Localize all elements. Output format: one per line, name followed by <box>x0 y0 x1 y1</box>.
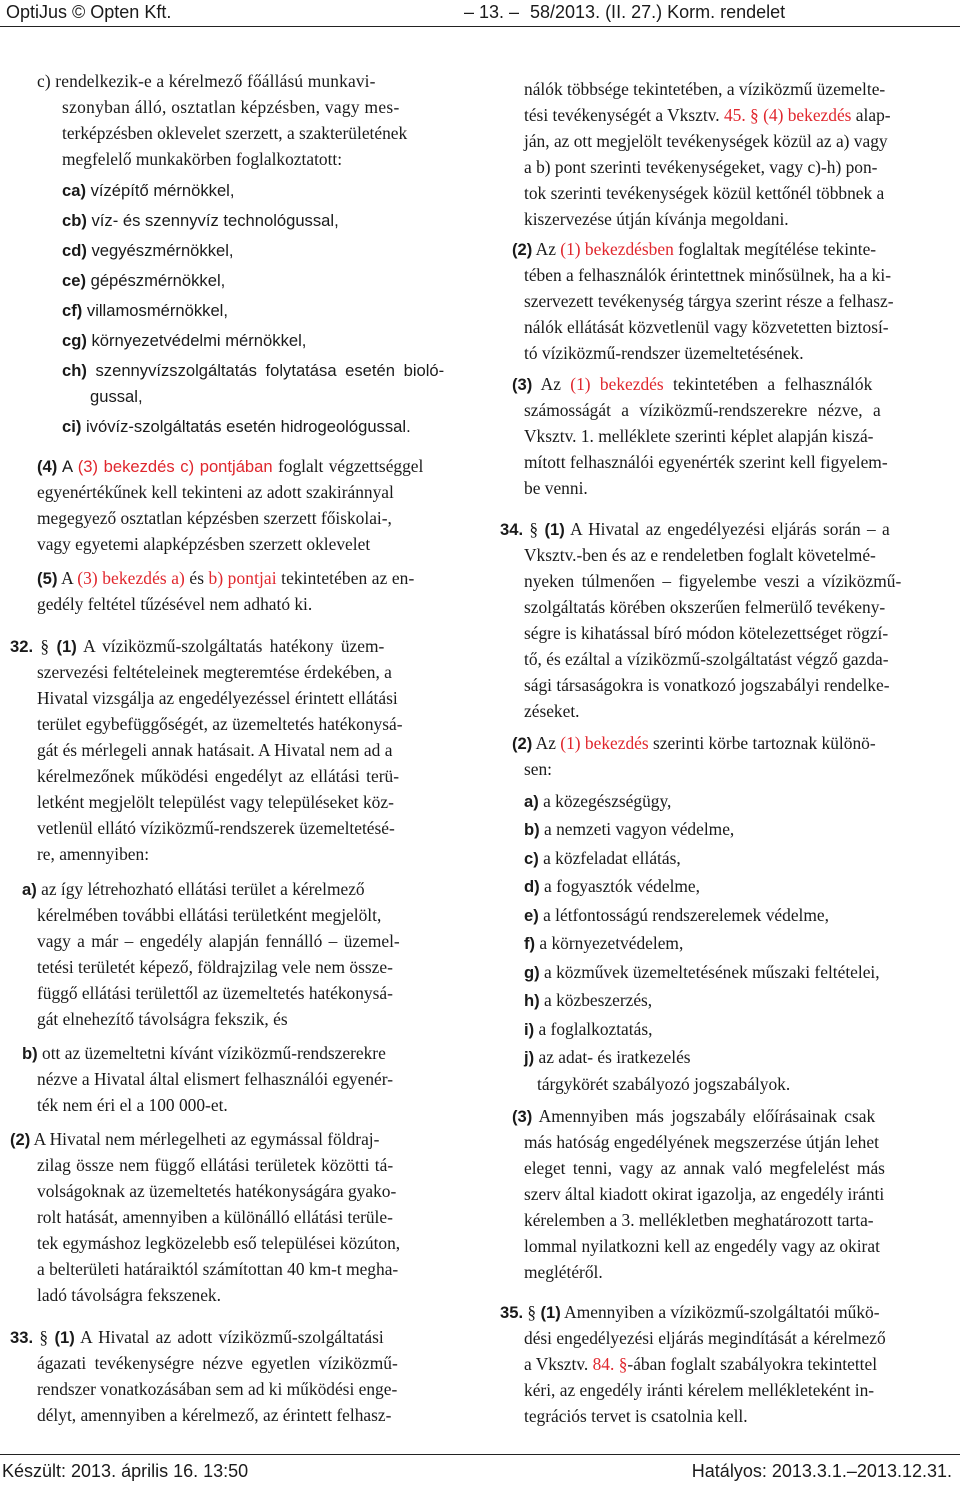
section-34-line: tő, és ezáltal a víziközmű-szolgáltatást végző gazda- <box>524 649 889 669</box>
list-item: j) az adat- és iratkezelés <box>524 1047 691 1067</box>
section-35-heading: 35. § (1) Amennyiben a víziközmű-szolgáltatói műkö- <box>500 1302 880 1322</box>
section-34-line: zéseket. <box>524 701 580 721</box>
section-33-heading: 33. § (1) A Hivatal az adott víziközmű-szolgáltatási <box>10 1327 384 1347</box>
section-34-line: szolgáltatás körében okszerűen felmerülő tevékeny- <box>524 597 886 617</box>
cross-reference-link[interactable]: (1) bekezdésben <box>560 239 674 259</box>
list-item: cf) villamosmérnökkel, <box>62 301 228 320</box>
paragraph-2-line: tében a felhasználók érintettnek minősülnek, ha a ki- <box>524 265 892 285</box>
continuation-line: nálók többsége tekintetében, a víziközmű üzemelte- <box>524 79 886 99</box>
list-item: i) a foglalkoztatás, <box>524 1019 653 1039</box>
c-intro-line: megfelelő munkakörben foglalkoztatott: <box>62 149 343 169</box>
cross-reference-link[interactable]: b) pontjai <box>208 568 277 588</box>
header-page-number: – 13. – <box>464 2 520 22</box>
section-34-line: nyeken túlmenően – figyelembe veszi a víziközmű- <box>524 571 902 591</box>
section-32-line: a belterületi határaiktól számítottan 40 km-t megha- <box>37 1259 399 1279</box>
continuation-line: tok szerinti tevékenységek közül kettőnél többnek a <box>524 183 885 203</box>
section-34-line: lommal nyilatkozni kell az engedély vagy az okirat <box>524 1236 880 1256</box>
paragraph-2-line: tó víziközmű-rendszer üzemeltetésének. <box>524 343 804 363</box>
section-32-line: ladó távolságra fekszenek. <box>37 1285 221 1305</box>
section-32-line: gát és mérlegeli annak hatásait. A Hivatal nem ad a <box>37 740 393 760</box>
list-item-line: vagy a már – engedély alapján fennálló – üzemel- <box>37 931 400 951</box>
section-35-line: dési engedélyezési eljárás megindítását a kérelmező <box>524 1328 886 1348</box>
paragraph-4-line: megegyező osztatlan képzésben szerzett főiskolai-, <box>37 508 392 528</box>
list-item-line: függő ellátási területtől az üzemeltetés hatékonysá- <box>37 983 393 1003</box>
list-item-line: kérelmében további ellátási területként megjelölt, <box>37 905 382 925</box>
paragraph-5-line: gedély feltétel tűzésével nem adható ki. <box>37 594 313 614</box>
paragraph-3-line: számosságát a víziközmű-rendszerekre nézve, a <box>524 400 881 420</box>
list-item: b) ott az üzemeltetni kívánt víziközmű-rendszerekre <box>22 1043 386 1063</box>
section-34-paragraph-2: (2) Az (1) bekezdés szerinti körbe tartoznak különö- <box>512 733 876 753</box>
list-item-line: ték nem éri el a 100 000-et. <box>37 1095 228 1115</box>
continuation-line: ján, az ott megjelölt tevékenységek közül az a) vagy <box>524 131 888 151</box>
section-32-line: re, amennyiben: <box>37 844 150 864</box>
paragraph-2-line: nálók ellátását közvetlenül vagy közvetetten biztosí- <box>524 317 889 337</box>
c-intro-line: c) rendelkezik-e a kérelmező főállású munkavi- <box>37 71 376 91</box>
header-decree: 58/2013. (II. 27.) Korm. rendelet <box>530 2 786 22</box>
list-item: ce) gépészmérnökkel, <box>62 271 226 290</box>
cross-reference-link[interactable]: 84. <box>592 1354 615 1374</box>
paragraph-5-line: (5) A (3) bekezdés a) és b) pontjai tekintetében az en- <box>37 568 415 588</box>
footer-created: Készült: 2013. április 16. 13:50 <box>2 1461 249 1481</box>
section-35-line: tegrációs tervet is csatolnia kell. <box>524 1406 748 1426</box>
section-32-line: tek egymáshoz legközelebb eső települései közúton, <box>37 1233 401 1253</box>
list-item: b) a nemzeti vagyon védelme, <box>524 819 735 839</box>
paragraph-4-line: egyenértékűnek kell tekinteni az adott szakiránnyal <box>37 482 394 502</box>
section-34-line: eleget tenni, vagy az annak való megfelelést más <box>524 1158 885 1178</box>
section-34-line: sági társaságokra is vonatkozó jogszabályi rendelke- <box>524 675 890 695</box>
section-32-line: rolt hatását, amennyiben a különálló ellátási terüle- <box>37 1207 393 1227</box>
list-item-line: tetési területét képező, földrajzilag vele nem össze- <box>37 957 393 977</box>
section-32-paragraph-2: (2) A Hivatal nem mérlegelheti az egymással földraj- <box>10 1129 380 1149</box>
cross-reference-link[interactable]: (3) bekezdés a) <box>77 568 185 588</box>
list-item: c) a közfeladat ellátás, <box>524 848 681 868</box>
section-35-line: kéri, az engedély iránti kérelem mellékleteként in- <box>524 1380 875 1400</box>
section-32-line: terület egybefüggőségét, az üzemeltetés hatékonysá- <box>37 714 403 734</box>
paragraph-3-line: Vksztv. 1. melléklete szerinti képlet alapján kiszá- <box>524 426 874 446</box>
section-32-line: volságoknak az üzemeltetés hatékonyságára gyako- <box>37 1181 397 1201</box>
paragraph-3-line: mított felhasználói egyenérték szerint kell figyelem- <box>524 452 888 472</box>
footer-effective: Hatályos: 2013.3.1.–2013.12.31. <box>691 1461 952 1481</box>
section-32-heading: 32. § (1) A víziközmű-szolgáltatás hatékony üzem- <box>10 636 385 656</box>
list-item: cb) víz- és szennyvíz technológussal, <box>62 211 339 230</box>
section-35-line: a Vksztv. 84. §-ában foglalt szabályokra tekintettel <box>524 1354 878 1374</box>
section-33-line: ágazati tevékenységre nézve egyetlen víziközmű- <box>37 1353 398 1373</box>
cross-reference-link[interactable]: § <box>618 1354 628 1374</box>
c-intro-line: szonyban álló, osztatlan képzésben, vagy mes- <box>62 97 400 117</box>
section-34-line: meglétéről. <box>524 1262 603 1282</box>
list-item-line: gát elnehezítő távolságra fekszik, és <box>37 1009 288 1029</box>
list-item: d) a fogyasztók védelme, <box>524 876 700 896</box>
section-32-line: Hivatal vizsgálja az engedélyezéssel érintett ellátási <box>37 688 398 708</box>
list-item: g) a közművek üzemeltetésének műszaki feltételei, <box>524 962 880 982</box>
list-item: cg) környezetvédelmi mérnökkel, <box>62 331 307 350</box>
cross-reference-link[interactable]: (1) bekezdés <box>570 374 664 394</box>
paragraph-4-line: (4) A (3) bekezdés c) pontjában foglalt végzettséggel <box>37 456 424 476</box>
cross-reference-link[interactable]: (3) bekezdés c) pontjában <box>77 457 273 476</box>
page-header <box>0 0 960 27</box>
cross-reference-link[interactable]: 45. <box>723 105 746 125</box>
list-item: h) a közbeszerzés, <box>524 990 653 1010</box>
cross-reference-link[interactable]: (1) bekezdés <box>560 733 649 753</box>
section-34-line: szerv által kiadott okirat igazolja, az engedély iránti <box>524 1184 885 1204</box>
section-34-line: kérelemben a 3. mellékletben meghatározott tarta- <box>524 1210 874 1230</box>
list-item: a) az így létrehozható ellátási terület a kérelmező <box>22 879 365 899</box>
paragraph-2-line: (2) Az (1) bekezdésben foglaltak megítélése tekinte- <box>512 239 877 259</box>
section-34-paragraph-3: (3) Amennyiben más jogszabály előírásainak csak <box>512 1106 876 1126</box>
list-item: f) a környezetvédelem, <box>524 933 684 953</box>
continuation-line: kiszervezése útján kívánja megoldani. <box>524 209 789 229</box>
section-32-line: letként megjelölt települést vagy településeket köz- <box>37 792 394 812</box>
cross-reference-link[interactable]: § (4) bekezdés <box>750 105 852 125</box>
list-item: gussal, <box>90 387 143 406</box>
continuation-line: tési tevékenységét a Vksztv. 45. § (4) bekezdés alap- <box>524 105 891 125</box>
list-item: cd) vegyészmérnökkel, <box>62 241 234 260</box>
section-34-line: sen: <box>524 759 553 779</box>
section-33-line: rendszer vonatkozásában sem ad ki működési enge- <box>37 1379 398 1399</box>
list-item: ca) vízépítő mérnökkel, <box>62 181 235 200</box>
paragraph-3-line: (3) Az (1) bekezdés tekintetében a felhasználók <box>512 374 873 394</box>
paragraph-3-line: be venni. <box>524 478 588 498</box>
list-tail: tárgykörét szabályozó jogszabályok. <box>537 1074 791 1094</box>
paragraph-4-line: vagy egyetemi alapképzésben szerzett oklevelet <box>37 534 371 554</box>
section-34-line: Vksztv.-ben és az e rendeletben foglalt követelmé- <box>524 545 876 565</box>
c-intro-line: terképzésben oklevelet szerzett, a szakterületének <box>62 123 408 143</box>
section-32-line: zilag össze nem függő ellátási területek közötti tá- <box>37 1155 394 1175</box>
list-item-line: nézve a Hivatal által elismert felhasználói egyenér- <box>37 1069 393 1089</box>
list-item: e) a létfontosságú rendszerelemek védelme, <box>524 905 829 925</box>
section-34-heading: 34. § (1) A Hivatal az engedélyezési eljárás során – a <box>500 519 890 539</box>
section-34-line: más hatóság engedélyének megszerzése útján lehet <box>524 1132 879 1152</box>
section-33-line: délyt, amennyiben a kérelmező, az érintett felhasz- <box>37 1405 392 1425</box>
list-item: a) a közegészségügy, <box>524 791 672 811</box>
list-item: ci) ivóvíz-szolgáltatás esetén hidrogeológussal. <box>62 417 411 436</box>
paragraph-2-line: szervezett tevékenység tárgya szerint része a felhasz- <box>524 291 894 311</box>
continuation-line: a b) pont szerinti tevékenységeket, vagy c)-h) pon- <box>524 157 878 177</box>
header-publisher: OptiJus © Opten Kft. <box>6 2 172 22</box>
section-32-line: vetlenül ellátó víziközmű-rendszerek üzemeltetésé- <box>37 818 395 838</box>
section-32-line: szervezési feltételeinek megteremtése érdekében, a <box>37 662 392 682</box>
section-32-line: kérelmezőnek működési engedélyt az ellátási terü- <box>37 766 400 786</box>
page-footer <box>0 1454 960 1485</box>
list-item: ch) szennyvízszolgáltatás folytatása esetén bioló- <box>62 361 445 380</box>
section-34-line: ségre is kihatással bíró módon kötelezettséget rögzí- <box>524 623 889 643</box>
